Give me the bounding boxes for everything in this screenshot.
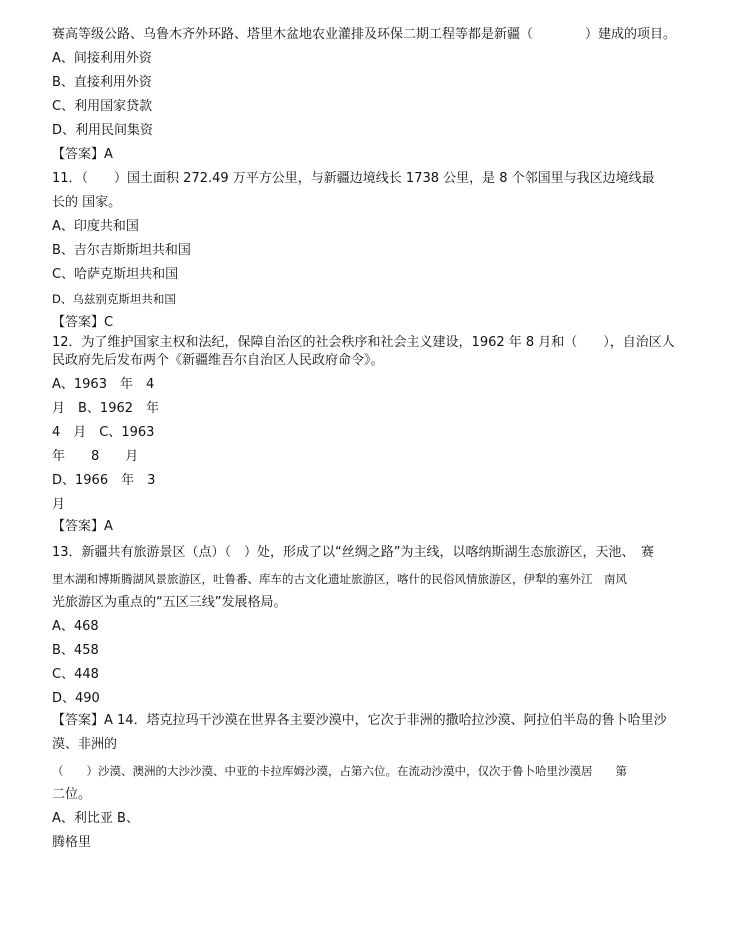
text-line: 二位。 xyxy=(52,787,92,802)
option-line: C、哈萨克斯坦共和国 xyxy=(52,267,179,282)
answer-line: 【答案】A xyxy=(52,519,113,534)
question-line: （ ）沙漠、澳洲的大沙沙漠、中亚的卡拉库姆沙漠，占第六位。在流动沙漠中，仅次于鲁卜哈里沙漠居 第 xyxy=(52,764,627,778)
text-line: 民政府先后发布两个《新疆维吾尔自治区人民政府命令》。 xyxy=(52,353,384,368)
text-line: 里木湖和博斯腾湖风景旅游区，吐鲁番、库车的古文化遗址旅游区，喀什的民俗风情旅游区，伊犁的塞外江 南风 xyxy=(52,572,627,586)
option-line: A、1963 年 4 xyxy=(52,377,155,392)
text-line: 长的 国家。 xyxy=(52,195,122,210)
option-line: A、间接利用外资 xyxy=(52,51,152,66)
answer-line: 【答案】C xyxy=(52,315,114,330)
option-line: A、利比亚 B、 xyxy=(52,811,139,826)
option-line: B、458 xyxy=(52,643,99,658)
text-line: 光旅游区为重点的“五区三线”发展格局。 xyxy=(52,595,287,610)
answer-line: 【答案】A 14．塔克拉玛干沙漠在世界各主要沙漠中，它次于非洲的撒哈拉沙漠、阿拉伯半岛的鲁卜哈里沙 xyxy=(52,713,667,728)
option-line: 4 月 C、1963 xyxy=(52,425,155,440)
question-line: 12．为了维护国家主权和法纪，保障自治区的社会秩序和社会主义建设，1962 年 8 月和（ ），自治区人 xyxy=(52,335,675,350)
option-line: B、吉尔吉斯斯坦共和国 xyxy=(52,243,191,258)
option-line: C、448 xyxy=(52,667,99,682)
question-line: 11．（ ）国土面积 272.49 万平方公里，与新疆边境线长 1738 公里，是 8 个邻国里与我区边境线最 xyxy=(52,171,655,186)
question-line: 13．新疆共有旅游景区（点）（ ）处，形成了以“丝绸之路”为主线，以喀纳斯湖生态旅游区，天池、 赛 xyxy=(52,545,655,560)
option-line: D、490 xyxy=(52,691,100,706)
option-line: 月 B、1962 年 xyxy=(52,401,160,416)
text-line: 漠、非洲的 xyxy=(52,737,118,752)
option-line: A、468 xyxy=(52,619,99,634)
option-line: D、乌兹别克斯坦共和国 xyxy=(52,292,176,306)
option-line: 月 xyxy=(52,497,66,512)
answer-line: 【答案】A xyxy=(52,147,113,162)
option-line: B、直接利用外资 xyxy=(52,75,152,90)
option-line: D、利用民间集资 xyxy=(52,123,154,138)
option-line: C、利用国家贷款 xyxy=(52,99,153,114)
text-line: 赛高等级公路、乌鲁木齐外环路、塔里木盆地农业灌排及环保二期工程等都是新疆（ ）建成的项目。 xyxy=(52,27,677,42)
option-line: 腾格里 xyxy=(52,835,92,850)
option-line: D、1966 年 3 xyxy=(52,473,156,488)
option-line: A、印度共和国 xyxy=(52,219,139,234)
option-line: 年 8 月 xyxy=(52,449,139,464)
